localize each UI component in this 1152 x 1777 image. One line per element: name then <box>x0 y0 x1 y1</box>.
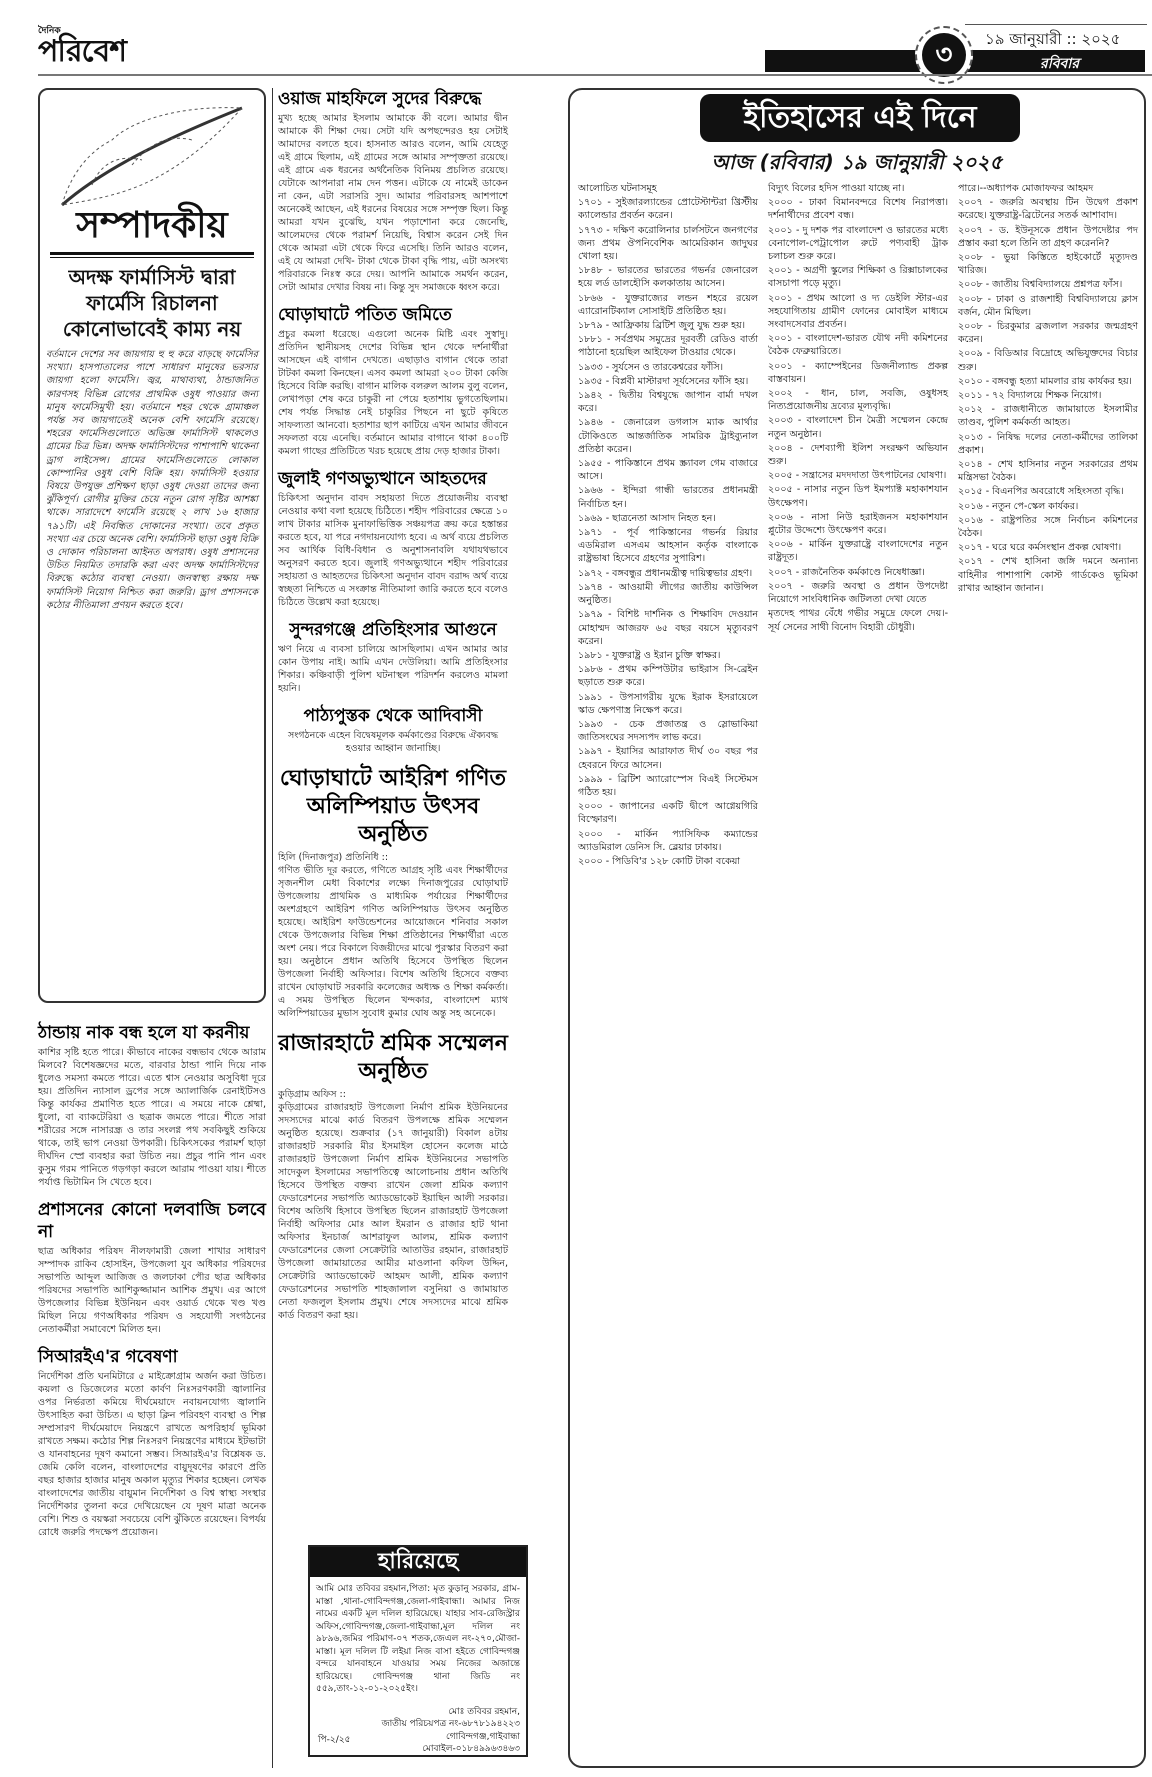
story-headline: প্রশাসনের কোনো দলবাজি চলবে না <box>38 1200 266 1242</box>
story-headline: ঠান্ডায় নাক বন্ধ হলে যা করনীয় <box>38 1023 250 1043</box>
history-box <box>568 88 1146 1768</box>
history-entry: ২০১৩ - নিষিদ্ধ দলের নেতা-কর্মীদের তালিকা প্রকাশ। <box>958 431 1138 456</box>
history-entry: ২০১৭ - ঘরে ঘরে কর্মসংস্থান প্রকল্প ঘোষণা। <box>958 542 1122 554</box>
editorial-section-title: সম্পাদকীয় <box>76 204 228 246</box>
story-body: মুখ্য হচ্ছে আমার ইসলাম আমাকে কী বলে। আমার দ্বীন আমাকে কী শিক্ষা দেয়। সেটা যদি অপছন্দেরও হয় সেটাই আমাদের বলতে হবে। হাসনাত আরও বলেন, আমি যেহেতু এই গ্রামে ছিলাম, এই গ্রামের সঙ্গে আমার সম্পৃক্ততা রয়েছে। এই গ্রামে এক ধরনের অর্থনৈতিক বিনিময় প্রচলিত রয়েছে। যেটাকে আপনারা নাম দেন পত্তন। এটাকে যে নামেই ডাকেন না কেন, এটা সরাসরি সুদ। আমার পরিবারসহ আশপাশে অনেকেই আছেন, এই ধরনের বিষয়ের সঙ্গে সম্পৃক্ত ছিল। কিন্তু আমরা যখন বুঝেছি, যখন পড়াশোনা করে জেনেছি, আলেমদের থেকে পরামর্শ নিয়েছি, বিশ্বাস করেন সেই দিন থেকে আমরা এটা থেকে ফিরে এসেছি। তিনি আরও বলেন, এই যে আমরা দেখি- টাকা থেকে টাকা বৃদ্ধি পায়, এটা অসংখ্য পরিবারকে নিঃস্ব করে দেয়। আপনি আমাকে সমর্থন করেন, সেটা আমার দেখার বিষয় না। কিন্তু সুদ সমাজকে ধ্বংস করে। <box>278 113 508 293</box>
column-divider <box>272 88 273 1768</box>
history-entry: ১৯৭৪ - আওয়ামী লীগের জাতীয় কাউন্সিল অনুষ্ঠিত। <box>578 581 758 607</box>
history-entry: ২০১৬ - রাষ্ট্রপতির সঙ্গে নির্বাচন কমিশনের বৈঠক। <box>958 514 1138 540</box>
editorial-rule <box>50 252 254 255</box>
history-column-3 <box>958 182 1138 869</box>
history-entry: পারে।--অধ্যাপক মোজাফফর আহমদ <box>958 183 1094 194</box>
history-entry: ১৯৯৯ - ব্রিটিশ অ্যারোস্পেস বিএই সিস্টেমস গঠিত হয়। <box>578 773 758 798</box>
history-title: ইতিহাসের এই দিনে <box>700 94 1020 142</box>
ad-code: পি-২/২৫ <box>318 1735 351 1745</box>
story-body: গণিত ভীতি দূর করতে, গণিতে আগ্রহ সৃষ্টি এবং শিক্ষার্থীদের সৃজনশীল মেধা বিকাশের লক্ষ্যে দিনাজপুরের ঘোড়াঘাট উপজেলায় প্রাথমিক ও মাধ্যমিক পর্যায়ের শিক্ষার্থীদের অংশগ্রহণে আইরিশ গণিত অলিম্পিয়াড উৎসব অনুষ্ঠিত হয়েছে। আইরিশ ফাউন্ডেশনের আয়োজনে শনিবার সকাল থেকে উপজেলার বিভিন্ন শিক্ষা প্রতিষ্ঠানের শিক্ষার্থীরা এতে অংশ নেয়। পরে বিকালে বিজয়ীদের মাঝে পুরস্কার বিতরণ করা হয়। অনুষ্ঠানে প্রধান অতিথি হিসেবে উপস্থিত ছিলেন উপজেলা নির্বাহী অফিসার। বিশেষ অতিথি হিসেবে বক্তব্য রাখেন ঘোড়াঘাট সরকারি কলেজের অধ্যক্ষ ও শিক্ষা কর্মকর্তা। এ সময় উপস্থিত ছিলেন খন্দকার, বাংলাদেশ ম্যাথ অলিম্পিয়াডের মুভাস সুবোধ কুমার ঘোষ অন্তু সহ অনেকে। <box>278 865 508 1019</box>
news-story <box>278 705 508 755</box>
story-body: সংগঠনকে এহেন বিদ্বেষমূলক কর্মকাণ্ডের বিরুদ্ধে ঐক্যবদ্ধ হওয়ার আহ্বান জানাচ্ছি। <box>287 730 499 754</box>
left-stories-column <box>38 1012 266 1539</box>
news-story <box>278 619 508 695</box>
history-entry: ২০১৬ - নতুন পে-স্কেল কার্যকর। <box>958 500 1079 512</box>
editorial-rule-thin <box>50 257 254 258</box>
masthead <box>0 0 1152 72</box>
news-story <box>38 1199 266 1336</box>
news-story <box>278 304 508 458</box>
history-subtitle: আজ (রবিবার) ১৯ জানুয়ারী ২০২৫ <box>711 150 1003 174</box>
history-entry: ২০১০ - বঙ্গবন্ধু হত্যা মামলার রায় কার্যকর হয়। <box>958 375 1132 387</box>
history-entry: ২০০০ - মার্কিন প্যাসিফিক কম্যান্ডের অ্যাডমিরাল ডেনিস সি. ব্লেয়ার ঢাকায়। <box>578 828 758 853</box>
history-entry: ২০০৮ - ঢাকা ও রাজশাহী বিশ্ববিদ্যালয়ে ক্লাস বর্জন, মৌন মিছিল। <box>958 293 1138 318</box>
history-entry: ২০০৮ - জাতীয় বিশ্ববিদ্যালয়ে প্রশ্নপত্র ফাঁস। <box>958 279 1123 291</box>
history-entry: ১৯৭২ - বঙ্গবন্ধুর প্রধানমন্ত্রীত্ব দায়িত্বভার গ্রহণ। <box>578 567 753 579</box>
history-entry: ২০০৪ - দেশব্যাপী ইলিশ সংরক্ষণ অভিযান শুরু। <box>768 442 948 468</box>
history-entry: ১৯৮৬ - প্রথম কম্পিউটার ভাইরাস সি-ব্রেইন ছড়াতে শুরু করে। <box>578 664 758 689</box>
history-entry: ২০০৭ - জরুরি অবস্থায় টিন উদ্বেগ প্রকাশ করেছে। যুক্তরাষ্ট্র-ব্রিটেনের সতর্ক আশাবাদ। <box>958 197 1138 222</box>
quill-icon <box>52 100 252 210</box>
history-entry: ২০০৫ - নাসার নতুন ডিপ ইমপ্যাক্ট মহাকাশযান উৎক্ষেপণ। <box>768 484 948 509</box>
history-entry: ২০১৫ - বিএনপির অবরোধে সহিংসতা বৃদ্ধি। <box>958 486 1124 498</box>
history-entry: ১৮৮১ - সর্বপ্রথম সমুদ্রের দূরবর্তী রেডিও বার্তা পাঠানো হয়েছিল আইফেল টাওয়ার থেকে। <box>578 334 758 359</box>
history-entry: ১৯৪২ - দ্বিতীয় বিশ্বযুদ্ধে জাপান বার্মা দখল করে। <box>578 390 758 415</box>
issue-date: ১৯ জানুয়ারী :: ২০২৫ <box>985 30 1121 48</box>
story-body: কাশির সৃষ্টি হতে পারে। কীভাবে নাকের বন্ধভাব থেকে আরাম মিলবে? বিশেষজ্ঞদের মতে, বারবার ঠান্ডা পানি দিয়ে নাক ধুলেও সমস্যা কমতে পারে। এতে শ্বাস নেওয়ার অসুবিধা দূরে হয়। প্রতিদিন ন্যাসাল ড্রপের সঙ্গে অ্যালার্জিক রেনাইটিসও কিন্তু কার্যকর প্রমাণিত হতে পারে। এ সময়ে নাকে শ্লেষ্মা, ধুলো, বা ব্যাকটেরিয়া ও ছত্রাক জমতে পারে। শীতে সারা শরীরের সঙ্গে নাসারন্ধ্র ও তার সংলগ্ন পথ সবকিছুই শুকিয়ে থাকে, তাই ভাপ নেওয়া উপকারী। চিকিৎসকের পরামর্শ ছাড়া দীর্ঘদিন স্প্রে ব্যবহার করা উচিত নয়। প্রচুর পানি পান এবং কুসুম গরম পানিতে গড়গড়া করলে আরাম পাওয়া যায়। শীতে পর্যাপ্ত ভিটামিন সি খেতে হবে। <box>38 1047 266 1188</box>
editorial-body: বর্তমানে দেশের সব জায়গায় হু হু করে বাড়ছে ফার্মেসির সংখ্যা। হাসপাতালের পাশে সাধারণ মানুষের ভরসার জায়গা হলো ফার্মেসি। জ্বর, মাথাব্যথা, ঠান্ডাজনিত কারণসহ বিভিন্ন রোগের প্রাথমিক ওষুধ পাওয়ার জন্য মানুষ ফার্মেসিমুখী হয়। বর্তমানে শহর থেকে গ্রামাঞ্চল পর্যন্ত সব জায়গাতেই অনেক বেশি ফার্মেসি রয়েছে। শহরের ফার্মেসিগুলোতে অভিজ্ঞ ফার্মাসিস্ট থাকলেও গ্রামের চিত্র ভিন্ন। অদক্ষ ফার্মাসিস্টদের পাশাপাশি থাকেনা ড্রাগ লাইসেন্স। গ্রামের ফার্মেসিগুলোতে লোকাল কোম্পানির ওষুধ বেশি বিক্রি হয়। ফার্মাসিস্ট হওয়ার বিষয়ে উপযুক্ত প্রশিক্ষণ ছাড়া ওষুধ দেওয়া তাদের জন্য ঝুঁকিপূর্ণ। রোগীর মুক্তির চেয়ে নতুন রোগ সৃষ্টির আশঙ্কা থাকে। সারাদেশে ফার্মেসি রয়েছে ২ লাখ ১৬ হাজার ৭৯১টি। এই নিবন্ধিত দোকানের সংখ্যা। তবে প্রকৃত সংখ্যা এর চেয়ে অনেক বেশি। ফার্মাসিস্ট ছাড়া ওষুধ বিক্রি ও দোকান পরিচালনা আইনত অপরাধ। ওষুধ প্রশাসনের উচিত নিয়মিত তদারকি করা এবং অদক্ষ ফার্মাসিস্টদের বিরুদ্ধে কঠোর ব্যবস্থা নেওয়া। জনস্বাস্থ্য রক্ষায় দক্ষ ফার্মাসিস্ট নিয়োগ নিশ্চিত করা জরুরি। ড্রাগ প্রশাসনকে কঠোর নীতিমালা প্রণয়ন করতে হবে। <box>46 349 258 611</box>
history-entry: ২০০২ - ধান, চাল, সবজি, ওষুধসহ নিত্যপ্রয়োজনীয় দ্রব্যের মূল্যবৃদ্ধি। <box>768 388 948 413</box>
lost-notice-body: আমি মোঃ তবিবর রহমান,পিতা: মৃত কুড়ানু সরকার, গ্রাম-মাস্তা ,থানা-গোবিন্দগঞ্জ,জেলা-গাইবান্ধা। আমার নিজ নামের একটি মূল দলিল হারিয়েছে। যাহার সাব-রেজিস্ট্রার অফিস,গোবিন্দগঞ্জ,জেলা-গাইবান্ধা,মূল দলিল নং ৯৮৯৬,জমির পরিমাণ-০৭ শতক,জেএল নং-২৭০,মৌজা-মাস্তা। মূল দলিল টি লইয়া নিজ বাসা হইতে গোবিন্দগঞ্জ বন্দরে যানবাহনে যাওয়ার সময় নিজের অজান্তে হারিয়েছে। গোবিন্দগঞ্জ থানা জিডি নং ৫৫৯,তাং-১২-০১-২০২৫ইং। <box>316 1584 520 1694</box>
lost-notice-title: হারিয়েছে <box>310 1547 526 1577</box>
history-entry: ২০১৭ - শেখ হাসিনা জঙ্গি দমনে অন্যান্য বাহিনীর পাশাপাশি কোস্ট গার্ডকেও ভূমিকা রাখার আহ্বান জানান। <box>958 556 1138 594</box>
history-entry: ১৭৭৩ - দক্ষিণ করোলিনার চার্লসটনে জনগণের জন্য প্রথম ঔপনিবেশিক আমেরিকান জাদুঘর খোলা হয়। <box>578 224 758 263</box>
story-body: কুড়িগ্রামের রাজারহাট উপজেলা নির্মাণ শ্রমিক ইউনিয়নের সদস্যদের মাঝে কার্ড বিতরণ উপলক্ষে শ্রমিক সম্মেলন অনুষ্ঠিত হয়েছে। শুক্রবার (১৭ জানুয়ারী) বিকাল ৪টায় রাজারহাট সরকারি মীর ইসমাইল হোসেন কলেজ মাঠে রাজারহাট উপজেলা নির্মাণ শ্রমিক ইউনিয়নের সভাপতি সাদেকুল ইসলামের সভাপতিত্বে আলোচনায় প্রধান অতিথি হিসেবে উপস্থিত বক্তব্য রাখেন জেলা শ্রমিক কল্যাণ ফেডারেশনের সভাপতি অ্যাডভোকেট ইয়াছিন আলী সরকার। বিশেষ অতিথি হিসাবে উপস্থিত ছিলেন রাজারহাট উপজেলা নির্বাহী অফিসার মোঃ আল ইমরান ও রাজার হাট থানা অফিসার ইনচার্জ আশরাফুল আলম, শ্রমিক কল্যাণ ফেডারেশনের জেলা সেক্রেটারি আতাউর রহমান, রাজারহাট উপজেলা জামায়াতের আমীর মাওলানা কফিল উদ্দিন, সেক্রেটারি অ্যাডভোকেট আহমদ আলী, শ্রমিক কল্যাণ ফেডারেশনের সভাপতি শাহজালাল বসুনিয়া ও জামায়াত নেতা ফজলুল ইসলাম প্রমুখ। শেষে সদস্যদের মাঝে শ্রমিক কার্ড বিতরণ করা হয়। <box>278 1102 508 1321</box>
history-entry: ১৯৭৯ - বিশিষ্ট দার্শনিক ও শিক্ষাবিদ দেওয়ান মোহাম্মদ আজরফ ৬৫ বছর বয়সে মৃত্যুবরণ করেন। <box>578 609 758 647</box>
middle-stories-column <box>278 88 508 1322</box>
history-entry: ২০০০ - জাপানের একটি দ্বীপে আগ্নেয়গিরি বিস্ফোরণ। <box>578 801 758 826</box>
story-body: নির্দেশিকা প্রতি ঘনমিটারে ৫ মাইক্রোগ্রাম অর্জন করা উচিত। কয়লা ও ডিজেলের মতো কার্বণ নিঃসরণকারী জ্বালানির ওপর নির্ভরতা কমিয়ে দীর্ঘমেয়াদে নবায়নযোগ্য জ্বালানি উৎসাহিত করা উচিত। এ ছাড়া ক্লিন পরিবহণ ব্যবস্থা ও শিল্প সম্প্রসারণ দীর্ঘমেয়াদে নিয়ন্ত্রণে রাখতে অপরিহার্য ভূমিকা রাখতে সক্ষম। কঠোর শিল্প নিঃসরণ নিয়ন্ত্রণের মাধ্যমে ইটভাটা ও যানবাহনের দূষণ কমানো সম্ভব। সিআরইএ'র বিশ্লেষক ড. জেমি কেলি বলেন, বাংলাদেশের বায়ুদূষণের কারণে প্রতি বছর হাজার হাজার মানুষ অকাল মৃত্যুর শিকার হচ্ছেন। লেখক বাংলাদেশের জাতীয় বায়ুমান নির্দেশিকা ও বিশ্ব স্বাস্থ্য সংস্থার নির্দেশিকার তুলনা করে দেখিয়েছেন যে দূষণ মাত্রা অনেক বেশি। শিশু ও বয়স্করা সবচেয়ে বেশি ঝুঁকিতে রয়েছেন। বিপর্যয় রোধে জরুরি পদক্ষেপ প্রয়োজন। <box>38 1371 266 1538</box>
history-columns <box>578 182 1138 869</box>
history-entry: বিদ্যুৎ বিলের হদিস পাওয়া যাচ্ছে না। <box>768 183 905 194</box>
story-dateline: হিলি (দিনাজপুর) প্রতিনিধি :: <box>278 852 389 863</box>
history-entry: ২০১২ - রাজধানীতে জামায়াতে ইসলামীর তাণ্ডব, পুলিশ কর্মকর্তা আহত। <box>958 404 1138 429</box>
lost-notice-ad <box>308 1545 528 1757</box>
history-entry: ২০০৩ - বাংলাদেশ চীন মৈত্রী সম্মেলন কেন্দ্রে নতুন অনুষ্ঠান। <box>768 415 948 440</box>
story-headline: ওয়াজ মাহফিলে সুদের বিরুদ্ধে <box>278 89 482 109</box>
history-entry: ১৯৬৯ - ছাত্রনেতা আসাদ নিহত হন। <box>578 512 716 524</box>
history-entry: ১৯৭১ - পূর্ব পাকিস্তানের গভর্নর রিয়ার এডমিরাল এসএম আহসান কর্তৃক বাংলাকে রাষ্ট্রভাষা হিসেবে গ্রহণের সুপারিশ। <box>578 527 758 565</box>
lost-notice-signature <box>310 1702 526 1756</box>
history-entry: ১৮৬৬ - যুক্তরাজ্যের লন্ডন শহরে রয়েল এ্যারোনটিক্যাল সোসাইটি প্রতিষ্ঠিত হয়। <box>578 292 758 317</box>
history-entry: ১৯৯১ - উপসাগরীয় যুদ্ধে ইরাক ইসরায়েলে স্কাড ক্ষেপণাস্ত্র নিক্ষেপ করে। <box>578 691 758 716</box>
signature-mobile: মোবাইল-০১৮৪৯৯৬৩৪৬৩ <box>422 1744 520 1754</box>
history-entry: আলোচিত ঘটনাসমূহ <box>578 183 657 194</box>
story-dateline: কুড়িগ্রাম অফিস :: <box>278 1089 346 1100</box>
story-body: প্রচুর কমলা ধরেছে। এগুলো অনেক মিষ্টি এবং সুস্বাদু। প্রতিদিন স্থানীয়সহ দেশের বিভিন্ন স্থান থেকে দর্শনার্থীরা আসছেন এই বাগান দেখতে। এছাড়াও বাগান থেকে তারা টাটকা কমলা কিনছেন। এসব কমলা আমরা ২০০ টাকা কেজি হিসেবে বিক্রি করছি। বাগান মালিক বলরুল আলম বুলু বলেন, লেখাপড়া শেষ করে চাকুরী না পেয়ে হতাশায় ভুগতেছিলাম। শেষ পর্যন্ত সিদ্ধান্ত নেই চাকুরির পিছনে না ছুটে কৃষিতে সাফল্যতা আনবো। হতাশার ছাপ কাটিয়ে এখন আমার জীবনে সফলতা বয়ে এনেছি। বর্তমানে আমার বাগানে থাকা ৪০০টি কমলা গাছের প্রতিটিতে খরচ হয়েছে প্রায় দেড় হাজার টাকা। <box>278 329 508 457</box>
history-entry: ২০০৭ - ড. ইউনূসকে প্রধান উপদেষ্টার পদ প্রস্তাব করা হলে তিনি তা গ্রহণ করেননি? <box>958 224 1138 249</box>
history-entry: ২০০০ - পিডিবি'র ১২৮ কোটি টাকা বকেয়া <box>578 855 741 867</box>
news-story <box>38 1346 266 1539</box>
history-entry: ১৭০১ - সুইজারল্যান্ডের প্রোটেস্টান্টরা খ্রিস্টীয় ক্যালেন্ডার প্রবর্তন করেন। <box>578 197 758 222</box>
history-entry: ১৮৪৮ - ভারতের ভারতের গভর্নর জেনারেল হয়ে লর্ড ডালহৌসি কলকাতায় আসেন। <box>578 265 758 290</box>
history-entry: ২০০৫ - সন্ত্রাসের মদদদাতা উৎপাটনের ঘোষণা। <box>768 470 947 482</box>
history-entry: ২০০১ - অগ্রণী স্কুলের শিক্ষিকা ও রিক্সাচালকের বাসচাপা পড়ে মৃত্যু। <box>768 265 948 290</box>
history-entry: ২০০৬ - মার্কিন যুক্তরাষ্ট্রে বাংলাদেশের নতুন রাষ্ট্রদূত। <box>768 539 948 564</box>
story-headline: জুলাই গণঅভ্যুত্থানে আহতদের <box>278 469 487 489</box>
logo-small-text: দৈনিক <box>38 26 61 36</box>
history-entry: ২০০১ - প্রথম আলো ও দ্য ডেইলি স্টার-এর সহযোগিতায় গ্রামীণ ফোনের মোবাইল মাধ্যমে সংবাদসেবার প্রবর্তন। <box>768 292 948 331</box>
history-entry: ১৯৩৩ - সুর্যসেন ও তারকেশ্বরের ফাঁসি। <box>578 361 724 373</box>
story-headline: ঘোড়াঘাটে পতিত জমিতে <box>278 305 452 325</box>
history-entry: ১৯৫৫ - পাকিস্তানে প্রথম স্ক্র্যাবল গেম বাজারে আসে। <box>578 458 758 483</box>
history-entry: ২০০৮ - ভুয়া কিস্তিতে হাইকোর্টে মৃত্যুদণ্ড খারিজ। <box>958 252 1138 277</box>
signature-nid: জাতীয় পরিচয়পত্র নং-৬৮৭৮১৯৪২২৩ <box>381 1719 520 1729</box>
history-entry: ১৯৯৭ - ইয়াসির আরাফাত দীর্ঘ ৩০ বছর পর হেবরনে ফিরে আসেন। <box>578 746 758 771</box>
history-entry: ২০১৪ - শেখ হাসিনার নতুন সরকারের প্রথম মন্ত্রিসভা বৈঠক। <box>958 459 1138 484</box>
issue-day: রবিবার <box>1040 56 1080 72</box>
history-column-1 <box>578 182 758 869</box>
date-rule <box>965 24 1147 25</box>
masthead-rule <box>38 74 1152 76</box>
history-entry: ২০১১ - ৭২ বিদ্যালয়ে শিক্ষক নিয়োগ। <box>958 390 1102 402</box>
history-entry: ১৯৯৩ - চেক প্রজাতন্ত্র ও স্লোভাকিয়া জাতিসংঘের সদস্যপদ লাভ করে। <box>578 718 758 744</box>
story-body: চিকিৎসা অনুদান বাবদ সহায়তা দিতে প্রয়োজনীয় ব্যবস্থা নেওয়ার কথা বলা হয়েছে চিঠিতে। শহীদ পরিবারের ক্ষেত্রে ১০ লাখ টাকার মাসিক মুনাফাভিত্তিক সঞ্চয়পত্র ক্রয় করে হস্তান্তর করতে হবে, যা পরে নগদায়নযোগ্য হবে। এ অর্থ ব্যয়ে প্রচলিত সব আর্থিক বিধি-বিধান ও অনুশাসনাবলি যথাযথভাবে অনুসরণ করতে হবে। জুলাই গণঅভ্যুত্থানে শহীদ পরিবারের সহায়তা ও আহতদের চিকিৎসা অনুদান বাবদ বরাদ্দ অর্থ ব্যয়ে স্বচ্ছতা নিশ্চিতে এ সংক্রান্ত নীতিমালা জারি করতে হবে বলেও চিঠিতে উল্লেখ করা হয়েছে। <box>278 493 508 608</box>
history-entry: ২০০৬ - নাসা নিউ হরাইজনস মহাকাশযান প্লুটোর উদ্দেশ্যে উৎক্ষেপণ করে। <box>768 511 948 537</box>
history-entry: মৃতদেহ পাথর বেঁধে গভীর সমুদ্রে ফেলে দেয়।-সূর্য সেনের সাথী বিনোদ বিহারী চৌধুরী। <box>768 608 948 633</box>
editorial-headline: অদক্ষ ফার্মাসিস্ট দ্বারা ফার্মেসি রিচালনা কোনোভাবেই কাম্য নয় <box>62 265 242 341</box>
logo-main-text: পরিবেশ <box>38 34 126 69</box>
history-entry: ২০০১ - বাংলাদেশ-ভারত যৌথ নদী কমিশনের বৈঠক ফেব্রুয়ারিতে। <box>768 333 948 358</box>
history-entry: ২০০৭ - রাজনৈতিক কর্মকাণ্ডে নিষেধাজ্ঞা। <box>768 566 925 578</box>
news-story <box>278 765 508 1020</box>
story-body: ঋণ নিয়ে এ ব্যবসা চালিয়ে আসছিলাম। এখন আমার আর কোন উপায় নাই। আমি এখন দেউলিয়া। আমি প্রতিহিংসার শিকার। কঞ্চিবাড়ী পুলিশ ঘটনাস্থল পরিদর্শন করলেও মামলা হয়নি। <box>278 644 508 694</box>
history-entry: ১৯৪৬ - জেনারেল ডগলাস ম্যাক আর্থার টোকিওতে আন্তর্জাতিক সামরিক ট্রাইব্যুনাল প্রতিষ্ঠা করেন। <box>578 417 758 455</box>
history-entry: ১৯৩৫ - বিপ্লবী মাস্টারদা সূর্যসেনের ফাঁসি হয়। <box>578 375 749 387</box>
signature-name: মোঃ তবিবর রহমান, <box>448 1706 520 1717</box>
history-entry: ২০০১ - ক্যাম্পেইনের ডিজনীল্যান্ড প্রকল্প বাস্তবায়ন। <box>768 360 948 385</box>
history-entry: ২০০৭ - জরুরি অবস্থা ও প্রধান উপদেষ্টা নিয়োগে সাংবিধানিক জটিলতা দেখা যেতে <box>768 580 948 606</box>
history-column-2 <box>768 182 948 869</box>
story-headline: রাজারহাটে শ্রমিক সম্মেলন অনুষ্ঠিত <box>278 1031 508 1084</box>
signature-place: গোবিন্দগঞ্জ,গাইবান্ধা <box>446 1731 520 1742</box>
page-number: ৩ <box>922 33 966 77</box>
story-headline: ঘোড়াঘাটে আইরিশ গণিত অলিম্পিয়াড উৎসব অনুষ্ঠিত <box>279 766 507 847</box>
history-entry: ২০০৮ - চিরকুমার ব্রজলাল সরকার জন্মগ্রহণ করেন। <box>958 321 1138 346</box>
newspaper-logo <box>38 26 126 68</box>
news-story <box>278 468 508 609</box>
history-entry: ২০০০ - ঢাকা বিমানবন্দরে বিশেষ নিরাপত্তা। দর্শনার্থীদের প্রবেশ বন্ধ। <box>768 197 948 222</box>
story-headline: পাঠ্যপুস্তক থেকে আদিবাসী <box>303 706 483 726</box>
history-entry: ১৯৬৬ - ইন্দিরা গান্ধী ভারতের প্রধানমন্ত্রী নির্বাচিত হন। <box>578 485 758 510</box>
news-story <box>38 1022 266 1189</box>
story-headline: সুন্দরগঞ্জে প্রতিহিংসার আগুনে <box>289 620 497 640</box>
story-headline: সিআরইএ'র গবেষণা <box>38 1347 178 1367</box>
story-body: ছাত্র অধিকার পরিষদ নীলফামারী জেলা শাখার সাধারণ সম্পাদক রাকিব হোসাইন, উপজেলা যুব অধিকার পরিষদের সভাপতি আব্দুল আজিজ ও জলঢাকা পৌর ছাত্র অধিকার পরিষদের সভাপতি আশিকুজ্জামান আশিক প্রমুখ। এর আগে উপজেলার বিভিন্ন ইউনিয়ন এবং ওয়ার্ড থেকে খণ্ড খণ্ড মিছিল নিয়ে গণঅধিকার পরিষদ ও সহযোগী সংগঠনের নেতাকর্মীরা সমাবেশে মিলিত হন। <box>38 1246 266 1335</box>
news-story <box>278 1030 508 1322</box>
editorial-box <box>38 88 266 1003</box>
history-entry: ১৯৮১ - যুক্তরাষ্ট্র ও ইরান চুক্তি স্বাক্ষর। <box>578 649 721 661</box>
history-entry: ২০০৯ - বিডিআর বিদ্রোহে অভিযুক্তদের বিচার শুরু। <box>958 348 1138 373</box>
news-story <box>278 88 508 294</box>
history-entry: ১৮৭৯ - আফ্রিকায় ব্রিটিশ জুলু যুদ্ধ শুরু হয়। <box>578 320 746 332</box>
history-entry: ২০০১ - দু দশক পর বাংলাদেশ ও ভারতের মধ্যে বেনাপোল-পেট্রাপোল রুটে পণ্যবাহী ট্রাক চলাচল শুরু করে। <box>768 224 948 263</box>
